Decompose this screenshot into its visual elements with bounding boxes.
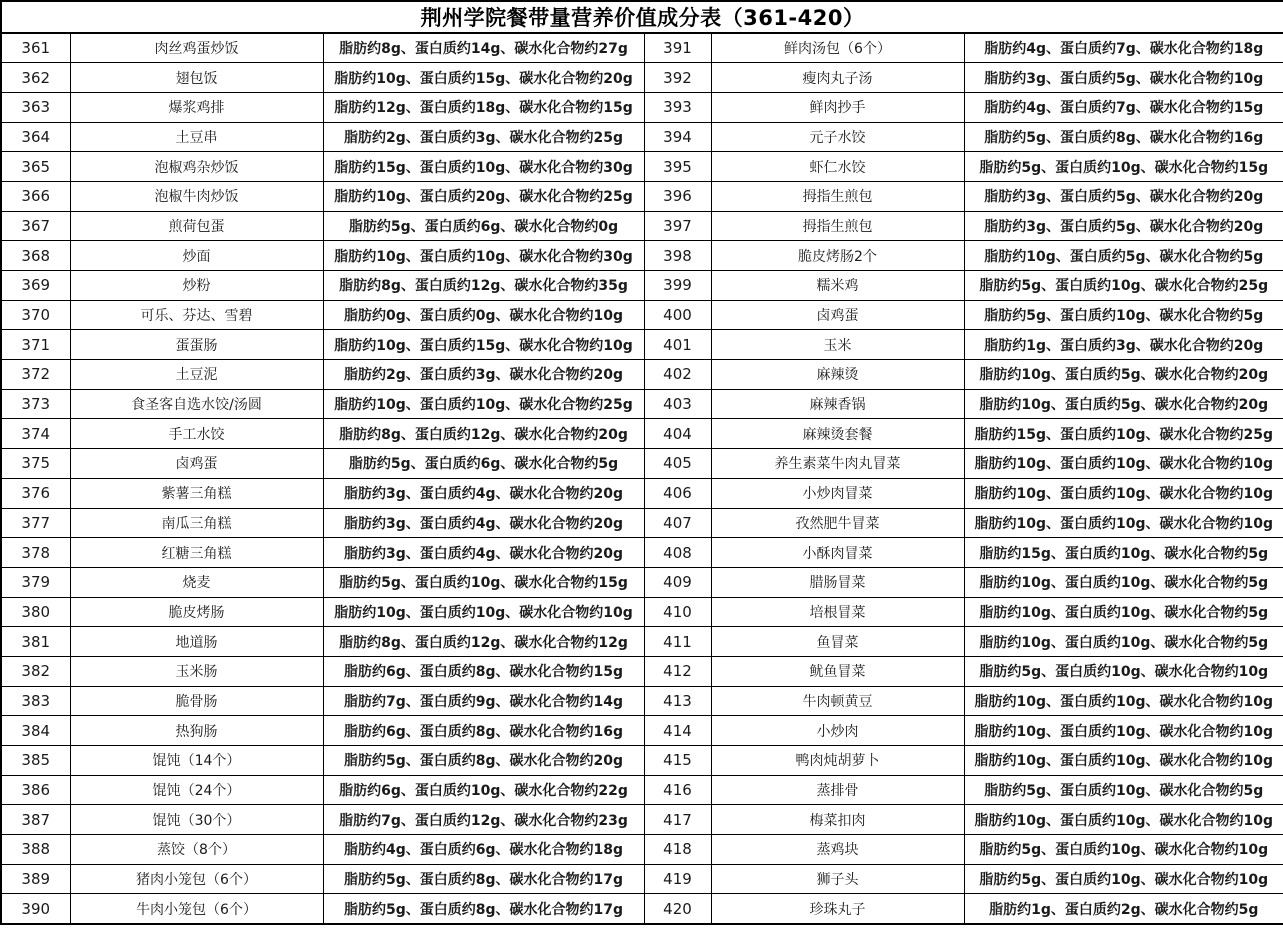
table-row	[1, 211, 1283, 241]
row-number-cell: 418	[644, 835, 711, 865]
table-row	[1, 835, 1283, 865]
row-number-cell: 374	[1, 419, 70, 449]
table-row	[1, 567, 1283, 597]
table-row	[1, 508, 1283, 538]
nutrition-cell: 脂肪约4g、蛋白质约7g、碳水化合物约18g	[964, 33, 1283, 63]
nutrition-cell: 脂肪约10g、蛋白质约10g、碳水化合物约10g	[964, 686, 1283, 716]
nutrition-cell: 脂肪约8g、蛋白质约12g、碳水化合物约20g	[323, 419, 644, 449]
table-row	[1, 627, 1283, 657]
nutrition-cell: 脂肪约10g、蛋白质约5g、碳水化合物约20g	[964, 360, 1283, 390]
row-number-cell: 397	[644, 211, 711, 241]
food-name-cell: 炒粉	[70, 271, 323, 301]
row-number-cell: 383	[1, 686, 70, 716]
nutrition-cell: 脂肪约5g、蛋白质约8g、碳水化合物约16g	[964, 122, 1283, 152]
table-row	[1, 805, 1283, 835]
food-name-cell: 煎荷包蛋	[70, 211, 323, 241]
row-number-cell: 410	[644, 597, 711, 627]
table-row	[1, 419, 1283, 449]
row-number-cell: 376	[1, 478, 70, 508]
nutrition-cell: 脂肪约15g、蛋白质约10g、碳水化合物约30g	[323, 152, 644, 182]
nutrition-cell: 脂肪约10g、蛋白质约10g、碳水化合物约10g	[964, 449, 1283, 479]
food-name-cell: 馄饨（30个）	[70, 805, 323, 835]
food-name-cell: 手工水饺	[70, 419, 323, 449]
food-name-cell: 鲜肉汤包（6个）	[711, 33, 964, 63]
row-number-cell: 415	[644, 746, 711, 776]
food-name-cell: 猪肉小笼包（6个）	[70, 864, 323, 894]
food-name-cell: 炒面	[70, 241, 323, 271]
row-number-cell: 399	[644, 271, 711, 301]
nutrition-cell: 脂肪约5g、蛋白质约10g、碳水化合物约5g	[964, 775, 1283, 805]
food-name-cell: 虾仁水饺	[711, 152, 964, 182]
nutrition-cell: 脂肪约3g、蛋白质约4g、碳水化合物约20g	[323, 478, 644, 508]
row-number-cell: 405	[644, 449, 711, 479]
nutrition-cell: 脂肪约10g、蛋白质约15g、碳水化合物约20g	[323, 63, 644, 93]
nutrition-cell: 脂肪约8g、蛋白质约14g、碳水化合物约27g	[323, 33, 644, 63]
row-number-cell: 394	[644, 122, 711, 152]
food-name-cell: 拇指生煎包	[711, 181, 964, 211]
row-number-cell: 420	[644, 894, 711, 924]
nutrition-cell: 脂肪约5g、蛋白质约10g、碳水化合物约15g	[323, 567, 644, 597]
row-number-cell: 406	[644, 478, 711, 508]
food-name-cell: 脆皮烤肠	[70, 597, 323, 627]
nutrition-cell: 脂肪约3g、蛋白质约5g、碳水化合物约20g	[964, 211, 1283, 241]
table-row	[1, 360, 1283, 390]
row-number-cell: 368	[1, 241, 70, 271]
table-row	[1, 686, 1283, 716]
nutrition-cell: 脂肪约5g、蛋白质约10g、碳水化合物约25g	[964, 271, 1283, 301]
food-name-cell: 南瓜三角糕	[70, 508, 323, 538]
row-number-cell: 361	[1, 33, 70, 63]
row-number-cell: 391	[644, 33, 711, 63]
food-name-cell: 卤鸡蛋	[711, 300, 964, 330]
food-name-cell: 鲜肉抄手	[711, 92, 964, 122]
nutrition-cell: 脂肪约15g、蛋白质约10g、碳水化合物约25g	[964, 419, 1283, 449]
nutrition-cell: 脂肪约3g、蛋白质约4g、碳水化合物约20g	[323, 538, 644, 568]
nutrition-cell: 脂肪约1g、蛋白质约3g、碳水化合物约20g	[964, 330, 1283, 360]
row-number-cell: 381	[1, 627, 70, 657]
food-name-cell: 红糖三角糕	[70, 538, 323, 568]
food-name-cell: 狮子头	[711, 864, 964, 894]
row-number-cell: 389	[1, 864, 70, 894]
table-row	[1, 63, 1283, 93]
food-name-cell: 脆皮烤肠2个	[711, 241, 964, 271]
food-name-cell: 养生素菜牛肉丸冒菜	[711, 449, 964, 479]
table-row	[1, 300, 1283, 330]
row-number-cell: 366	[1, 181, 70, 211]
row-number-cell: 416	[644, 775, 711, 805]
table-row	[1, 33, 1283, 63]
food-name-cell: 元子水饺	[711, 122, 964, 152]
row-number-cell: 417	[644, 805, 711, 835]
row-number-cell: 402	[644, 360, 711, 390]
row-number-cell: 380	[1, 597, 70, 627]
nutrition-cell: 脂肪约5g、蛋白质约10g、碳水化合物约10g	[964, 864, 1283, 894]
table-row	[1, 656, 1283, 686]
table-row	[1, 864, 1283, 894]
nutrition-cell: 脂肪约15g、蛋白质约10g、碳水化合物约5g	[964, 538, 1283, 568]
food-name-cell: 土豆串	[70, 122, 323, 152]
row-number-cell: 364	[1, 122, 70, 152]
table-row	[1, 894, 1283, 924]
row-number-cell: 386	[1, 775, 70, 805]
nutrition-cell: 脂肪约3g、蛋白质约4g、碳水化合物约20g	[323, 508, 644, 538]
row-number-cell: 400	[644, 300, 711, 330]
nutrition-cell: 脂肪约10g、蛋白质约10g、碳水化合物约10g	[964, 508, 1283, 538]
row-number-cell: 373	[1, 389, 70, 419]
food-name-cell: 紫薯三角糕	[70, 478, 323, 508]
nutrition-cell: 脂肪约5g、蛋白质约10g、碳水化合物约15g	[964, 152, 1283, 182]
table-row	[1, 478, 1283, 508]
table-row	[1, 538, 1283, 568]
row-number-cell: 401	[644, 330, 711, 360]
food-name-cell: 培根冒菜	[711, 597, 964, 627]
nutrition-cell: 脂肪约5g、蛋白质约6g、碳水化合物约0g	[323, 211, 644, 241]
nutrition-cell: 脂肪约6g、蛋白质约8g、碳水化合物约15g	[323, 656, 644, 686]
nutrition-cell: 脂肪约7g、蛋白质约9g、碳水化合物约14g	[323, 686, 644, 716]
row-number-cell: 404	[644, 419, 711, 449]
row-number-cell: 379	[1, 567, 70, 597]
table-row	[1, 271, 1283, 301]
nutrition-cell: 脂肪约5g、蛋白质约10g、碳水化合物约10g	[964, 656, 1283, 686]
food-name-cell: 蒸饺（8个）	[70, 835, 323, 865]
row-number-cell: 390	[1, 894, 70, 924]
nutrition-cell: 脂肪约3g、蛋白质约5g、碳水化合物约20g	[964, 181, 1283, 211]
nutrition-cell: 脂肪约10g、蛋白质约5g、碳水化合物约5g	[964, 241, 1283, 271]
nutrition-cell: 脂肪约12g、蛋白质约18g、碳水化合物约15g	[323, 92, 644, 122]
table-row	[1, 597, 1283, 627]
food-name-cell: 泡椒鸡杂炒饭	[70, 152, 323, 182]
row-number-cell: 367	[1, 211, 70, 241]
food-name-cell: 小炒肉	[711, 716, 964, 746]
nutrition-cell: 脂肪约5g、蛋白质约8g、碳水化合物约17g	[323, 864, 644, 894]
table-row	[1, 449, 1283, 479]
nutrition-cell: 脂肪约10g、蛋白质约10g、碳水化合物约10g	[964, 716, 1283, 746]
table-row	[1, 92, 1283, 122]
row-number-cell: 370	[1, 300, 70, 330]
nutrition-cell: 脂肪约5g、蛋白质约10g、碳水化合物约5g	[964, 300, 1283, 330]
row-number-cell: 407	[644, 508, 711, 538]
table-row	[1, 775, 1283, 805]
nutrition-cell: 脂肪约0g、蛋白质约0g、碳水化合物约10g	[323, 300, 644, 330]
nutrition-cell: 脂肪约10g、蛋白质约10g、碳水化合物约10g	[964, 746, 1283, 776]
food-name-cell: 蒸排骨	[711, 775, 964, 805]
table-row	[1, 152, 1283, 182]
food-name-cell: 牛肉小笼包（6个）	[70, 894, 323, 924]
nutrition-cell: 脂肪约10g、蛋白质约20g、碳水化合物约25g	[323, 181, 644, 211]
row-number-cell: 378	[1, 538, 70, 568]
food-name-cell: 孜然肥牛冒菜	[711, 508, 964, 538]
nutrition-cell: 脂肪约4g、蛋白质约7g、碳水化合物约15g	[964, 92, 1283, 122]
food-name-cell: 烧麦	[70, 567, 323, 597]
food-name-cell: 瘦肉丸子汤	[711, 63, 964, 93]
row-number-cell: 412	[644, 656, 711, 686]
row-number-cell: 363	[1, 92, 70, 122]
food-name-cell: 玉米	[711, 330, 964, 360]
page-title: 荆州学院餐带量营养价值成分表（361-420）	[1, 1, 1283, 33]
food-name-cell: 土豆泥	[70, 360, 323, 390]
row-number-cell: 396	[644, 181, 711, 211]
food-name-cell: 食圣客自选水饺/汤圆	[70, 389, 323, 419]
table-row	[1, 122, 1283, 152]
food-name-cell: 脆骨肠	[70, 686, 323, 716]
row-number-cell: 411	[644, 627, 711, 657]
nutrition-cell: 脂肪约10g、蛋白质约10g、碳水化合物约10g	[964, 805, 1283, 835]
table-row	[1, 716, 1283, 746]
nutrition-cell: 脂肪约8g、蛋白质约12g、碳水化合物约35g	[323, 271, 644, 301]
row-number-cell: 385	[1, 746, 70, 776]
row-number-cell: 382	[1, 656, 70, 686]
food-name-cell: 小酥肉冒菜	[711, 538, 964, 568]
row-number-cell: 408	[644, 538, 711, 568]
nutrition-cell: 脂肪约10g、蛋白质约10g、碳水化合物约5g	[964, 567, 1283, 597]
table-row	[1, 330, 1283, 360]
table-row	[1, 241, 1283, 271]
food-name-cell: 馄饨（24个）	[70, 775, 323, 805]
food-name-cell: 可乐、芬达、雪碧	[70, 300, 323, 330]
row-number-cell: 372	[1, 360, 70, 390]
food-name-cell: 小炒肉冒菜	[711, 478, 964, 508]
row-number-cell: 398	[644, 241, 711, 271]
food-name-cell: 爆浆鸡排	[70, 92, 323, 122]
row-number-cell: 395	[644, 152, 711, 182]
row-number-cell: 377	[1, 508, 70, 538]
nutrition-cell: 脂肪约5g、蛋白质约10g、碳水化合物约10g	[964, 835, 1283, 865]
table-body	[1, 33, 1283, 924]
row-number-cell: 388	[1, 835, 70, 865]
title-row	[1, 1, 1283, 33]
food-name-cell: 蒸鸡块	[711, 835, 964, 865]
row-number-cell: 365	[1, 152, 70, 182]
row-number-cell: 392	[644, 63, 711, 93]
row-number-cell: 393	[644, 92, 711, 122]
row-number-cell: 414	[644, 716, 711, 746]
food-name-cell: 地道肠	[70, 627, 323, 657]
food-name-cell: 腊肠冒菜	[711, 567, 964, 597]
food-name-cell: 麻辣香锅	[711, 389, 964, 419]
row-number-cell: 419	[644, 864, 711, 894]
food-name-cell: 麻辣烫	[711, 360, 964, 390]
nutrition-cell: 脂肪约10g、蛋白质约10g、碳水化合物约10g	[323, 597, 644, 627]
food-name-cell: 热狗肠	[70, 716, 323, 746]
row-number-cell: 403	[644, 389, 711, 419]
food-name-cell: 馄饨（14个）	[70, 746, 323, 776]
row-number-cell: 369	[1, 271, 70, 301]
row-number-cell: 384	[1, 716, 70, 746]
food-name-cell: 鸭肉炖胡萝卜	[711, 746, 964, 776]
food-name-cell: 卤鸡蛋	[70, 449, 323, 479]
nutrition-cell: 脂肪约10g、蛋白质约10g、碳水化合物约5g	[964, 597, 1283, 627]
food-name-cell: 鱼冒菜	[711, 627, 964, 657]
food-name-cell: 糯米鸡	[711, 271, 964, 301]
nutrition-cell: 脂肪约6g、蛋白质约10g、碳水化合物约22g	[323, 775, 644, 805]
nutrition-cell: 脂肪约6g、蛋白质约8g、碳水化合物约16g	[323, 716, 644, 746]
row-number-cell: 375	[1, 449, 70, 479]
nutrition-cell: 脂肪约8g、蛋白质约12g、碳水化合物约12g	[323, 627, 644, 657]
nutrition-cell: 脂肪约5g、蛋白质约6g、碳水化合物约5g	[323, 449, 644, 479]
food-name-cell: 梅菜扣肉	[711, 805, 964, 835]
food-name-cell: 麻辣烫套餐	[711, 419, 964, 449]
row-number-cell: 371	[1, 330, 70, 360]
table-row	[1, 389, 1283, 419]
nutrition-cell: 脂肪约4g、蛋白质约6g、碳水化合物约18g	[323, 835, 644, 865]
nutrition-cell: 脂肪约10g、蛋白质约10g、碳水化合物约25g	[323, 389, 644, 419]
food-name-cell: 泡椒牛肉炒饭	[70, 181, 323, 211]
nutrition-cell: 脂肪约1g、蛋白质约2g、碳水化合物约5g	[964, 894, 1283, 924]
nutrition-cell: 脂肪约10g、蛋白质约10g、碳水化合物约10g	[964, 478, 1283, 508]
food-name-cell: 翅包饭	[70, 63, 323, 93]
nutrition-cell: 脂肪约10g、蛋白质约10g、碳水化合物约5g	[964, 627, 1283, 657]
nutrition-cell: 脂肪约2g、蛋白质约3g、碳水化合物约20g	[323, 360, 644, 390]
nutrition-cell: 脂肪约7g、蛋白质约12g、碳水化合物约23g	[323, 805, 644, 835]
row-number-cell: 409	[644, 567, 711, 597]
nutrition-cell: 脂肪约5g、蛋白质约8g、碳水化合物约17g	[323, 894, 644, 924]
nutrition-cell: 脂肪约10g、蛋白质约5g、碳水化合物约20g	[964, 389, 1283, 419]
food-name-cell: 鱿鱼冒菜	[711, 656, 964, 686]
food-name-cell: 蛋蛋肠	[70, 330, 323, 360]
food-name-cell: 玉米肠	[70, 656, 323, 686]
food-name-cell: 牛肉顿黄豆	[711, 686, 964, 716]
nutrition-cell: 脂肪约3g、蛋白质约5g、碳水化合物约10g	[964, 63, 1283, 93]
table-row	[1, 746, 1283, 776]
nutrition-cell: 脂肪约10g、蛋白质约15g、碳水化合物约10g	[323, 330, 644, 360]
nutrition-cell: 脂肪约2g、蛋白质约3g、碳水化合物约25g	[323, 122, 644, 152]
row-number-cell: 387	[1, 805, 70, 835]
food-name-cell: 拇指生煎包	[711, 211, 964, 241]
table-row	[1, 181, 1283, 211]
row-number-cell: 413	[644, 686, 711, 716]
nutrition-cell: 脂肪约5g、蛋白质约8g、碳水化合物约20g	[323, 746, 644, 776]
food-name-cell: 珍珠丸子	[711, 894, 964, 924]
nutrition-cell: 脂肪约10g、蛋白质约10g、碳水化合物约30g	[323, 241, 644, 271]
row-number-cell: 362	[1, 63, 70, 93]
food-name-cell: 肉丝鸡蛋炒饭	[70, 33, 323, 63]
